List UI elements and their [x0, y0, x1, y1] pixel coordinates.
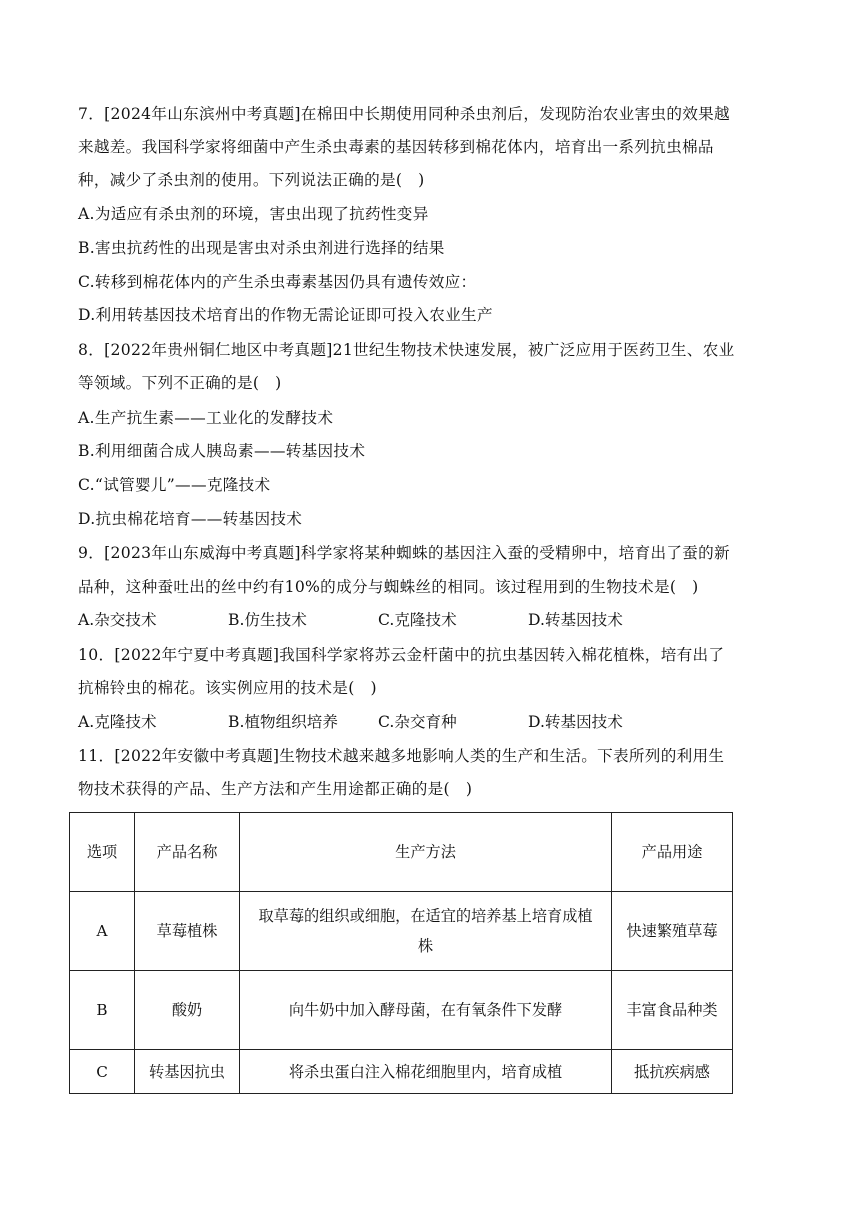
q7-stem-line-2: 来越差。我国科学家将细菌中产生杀虫毒素的基因转移到棉花体内，培育出一系列抗虫棉品	[78, 138, 714, 156]
q10-stem-line-1: 10．[2022年宁夏中考真题]我国科学家将苏云金杆菌中的抗虫基因转入棉花植株，培有出了	[78, 646, 725, 664]
row-a-method: 取草莓的组织或细胞，在适宜的培养基上培育成植株	[240, 892, 612, 971]
q9-option-c: C.克隆技术	[378, 611, 457, 629]
q10-option-d: D.转基因技术	[528, 713, 623, 731]
table-row	[70, 1050, 733, 1094]
q11-table	[69, 812, 733, 1094]
q8-option-b: B.利用细菌合成人胰岛素——转基因技术	[78, 442, 366, 460]
row-b-use: 丰富食品种类	[612, 971, 733, 1050]
header-product-use: 产品用途	[612, 813, 733, 892]
q10-stem-line-2: 抗棉铃虫的棉花。该实例应用的技术是( )	[78, 679, 377, 697]
q9-stem-line-1: 9．[2023年山东威海中考真题]科学家将某种蜘蛛的基因注入蚕的受精卵中，培育出了蚕的新	[78, 544, 730, 562]
q9-stem-line-2: 品种，这种蚕吐出的丝中约有10%的成分与蜘蛛丝的相同。该过程用到的生物技术是( )	[78, 578, 699, 596]
q9-option-b: B.仿生技术	[228, 611, 307, 629]
q8-stem-line-1: 8．[2022年贵州铜仁地区中考真题]21世纪生物技术快速发展，被广泛应用于医药卫生、农业	[78, 341, 735, 359]
row-a-option: A	[70, 892, 135, 971]
q7-option-c: C.转移到棉花体内的产生杀虫毒素基因仍具有遗传效应：	[78, 273, 477, 291]
q7-option-d: D.利用转基因技术培育出的作物无需论证即可投入农业生产	[78, 306, 493, 324]
q8-option-d: D.抗虫棉花培育——转基因技术	[78, 510, 303, 528]
q10-option-c: C.杂交育种	[378, 713, 457, 731]
row-c-use: 抵抗疾病感	[612, 1050, 733, 1094]
table-row	[70, 971, 733, 1050]
q8-option-a: A.生产抗生素——工业化的发酵技术	[78, 409, 334, 427]
row-c-method: 将杀虫蛋白注入棉花细胞里内，培育成植	[240, 1050, 612, 1094]
q9-option-d: D.转基因技术	[528, 611, 623, 629]
q10-option-b: B.植物组织培养	[228, 713, 338, 731]
q9-option-a: A.杂交技术	[78, 611, 157, 629]
row-b-method: 向牛奶中加入酵母菌，在有氧条件下发酵	[240, 971, 612, 1050]
q10-option-a: A.克隆技术	[78, 713, 157, 731]
q7-stem-line-1: 7．[2024年山东滨州中考真题]在棉田中长期使用同种杀虫剂后，发现防治农业害虫的效果越	[78, 105, 730, 123]
row-a-product: 草莓植株	[135, 892, 240, 971]
header-production-method: 生产方法	[240, 813, 612, 892]
row-a-use: 快速繁殖草莓	[612, 892, 733, 971]
q8-option-c: C.“试管婴儿”——克隆技术	[78, 476, 271, 494]
q7-option-a: A.为适应有杀虫剂的环境，害虫出现了抗药性变异	[78, 205, 429, 223]
q7-stem-line-3: 种，减少了杀虫剂的使用。下列说法正确的是( )	[78, 171, 425, 189]
row-c-product: 转基因抗虫	[135, 1050, 240, 1094]
table-row	[70, 892, 733, 971]
q7-option-b: B.害虫抗药性的出现是害虫对杀虫剂进行选择的结果	[78, 239, 445, 257]
row-c-option: C	[70, 1050, 135, 1094]
q11-stem-line-2: 物技术获得的产品、生产方法和产生用途都正确的是( )	[78, 780, 473, 798]
table-header-row	[70, 813, 733, 892]
row-b-option: B	[70, 971, 135, 1050]
q11-stem-line-1: 11．[2022年安徽中考真题]生物技术越来越多地影响人类的生产和生活。下表所列的利用生	[78, 747, 725, 765]
q8-stem-line-2: 等领域。下列不正确的是( )	[78, 374, 282, 392]
header-product-name: 产品名称	[135, 813, 240, 892]
row-b-product: 酸奶	[135, 971, 240, 1050]
header-option: 选项	[70, 813, 135, 892]
